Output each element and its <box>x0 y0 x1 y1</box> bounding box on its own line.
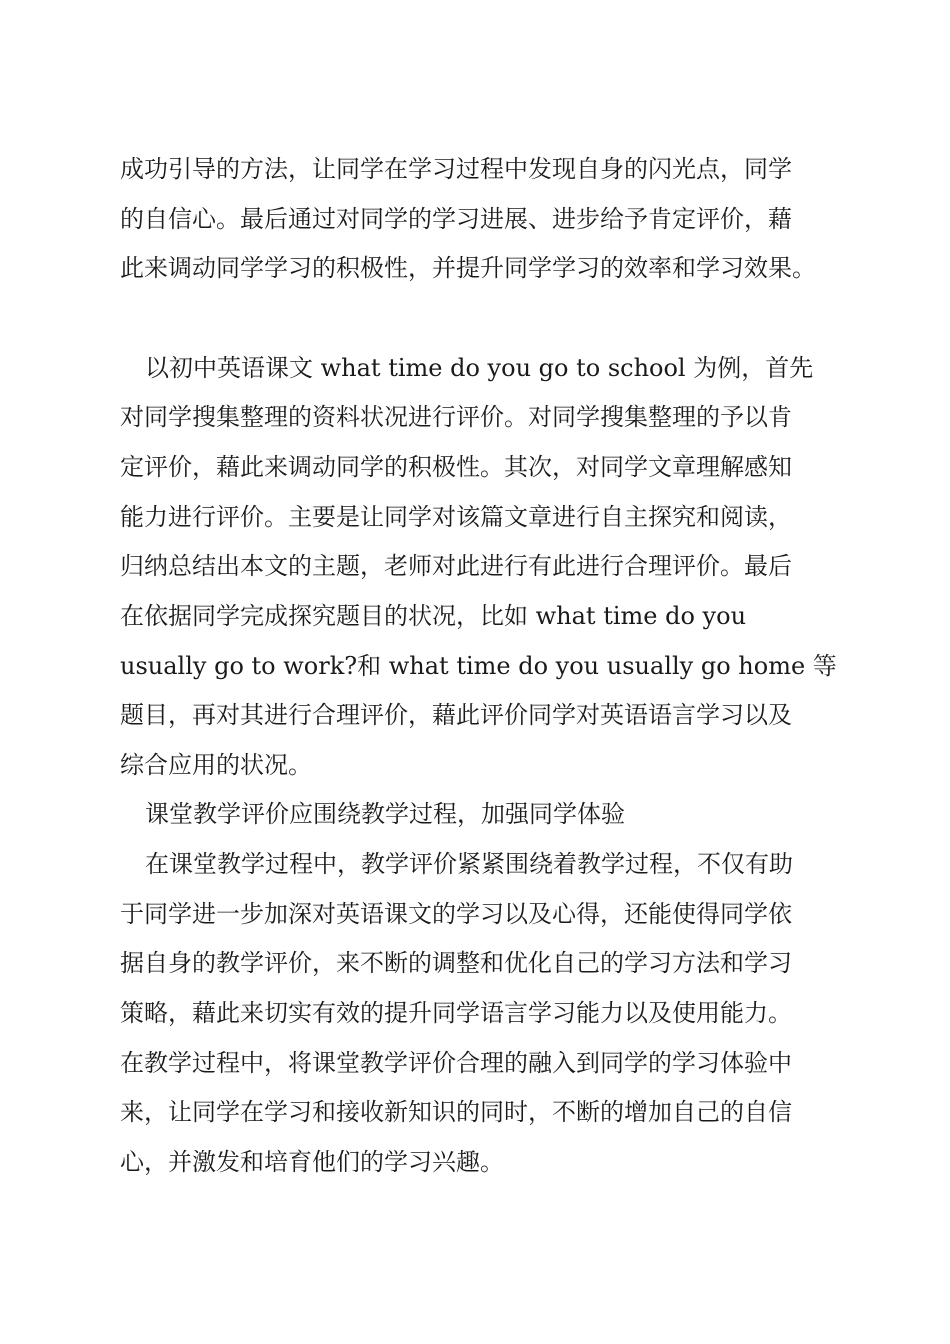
text-line: 于同学进一步加深对英语课文的学习以及心得，还能使得同学依 <box>120 900 792 928</box>
text-line: 据自身的教学评价，来不断的调整和优化自己的学习方法和学习 <box>120 949 792 977</box>
text-line: 对同学搜集整理的资料状况进行评价。对同学搜集整理的予以肯 <box>120 403 792 431</box>
text-line: 综合应用的状况。 <box>120 751 312 779</box>
text-line: 来，让同学在学习和接收新知识的同时，不断的增加自己的自信 <box>120 1098 792 1126</box>
text-line: 在教学过程中，将课堂教学评价合理的融入到同学的学习体验中 <box>120 1049 792 1077</box>
text-line: 题目，再对其进行合理评价，藉此评价同学对英语语言学习以及 <box>120 701 792 729</box>
text-line: usually go to work?和 what time do you usually go home 等 <box>120 652 837 680</box>
text-line: 的自信心。最后通过对同学的学习进展、进步给予肯定评价，藉 <box>120 205 792 233</box>
text-line: 此来调动同学学习的积极性，并提升同学学习的效率和学习效果。 <box>120 254 816 282</box>
text-line: 策略，藉此来切实有效的提升同学语言学习能力以及使用能力。 <box>120 999 792 1027</box>
text-line: 心，并激发和培育他们的学习兴趣。 <box>120 1148 504 1176</box>
text-line: 在依据同学完成探究题目的状况，比如 what time do you <box>120 602 747 630</box>
text-line: 成功引导的方法，让同学在学习过程中发现自身的闪光点，同学 <box>120 155 792 183</box>
text-line: 在课堂教学过程中，教学评价紧紧围绕着教学过程，不仅有助 <box>145 850 793 878</box>
text-line: 定评价，藉此来调动同学的积极性。其次，对同学文章理解感知 <box>120 453 792 481</box>
text-line: 以初中英语课文 what time do you go to school 为例，首先 <box>145 354 814 382</box>
text-line: 能力进行评价。主要是让同学对该篇文章进行自主探究和阅读， <box>120 503 792 531</box>
text-line: 归纳总结出本文的主题，老师对此进行有此进行合理评价。最后 <box>120 552 792 580</box>
heading-line: 课堂教学评价应围绕教学过程，加强同学体验 <box>145 800 625 828</box>
